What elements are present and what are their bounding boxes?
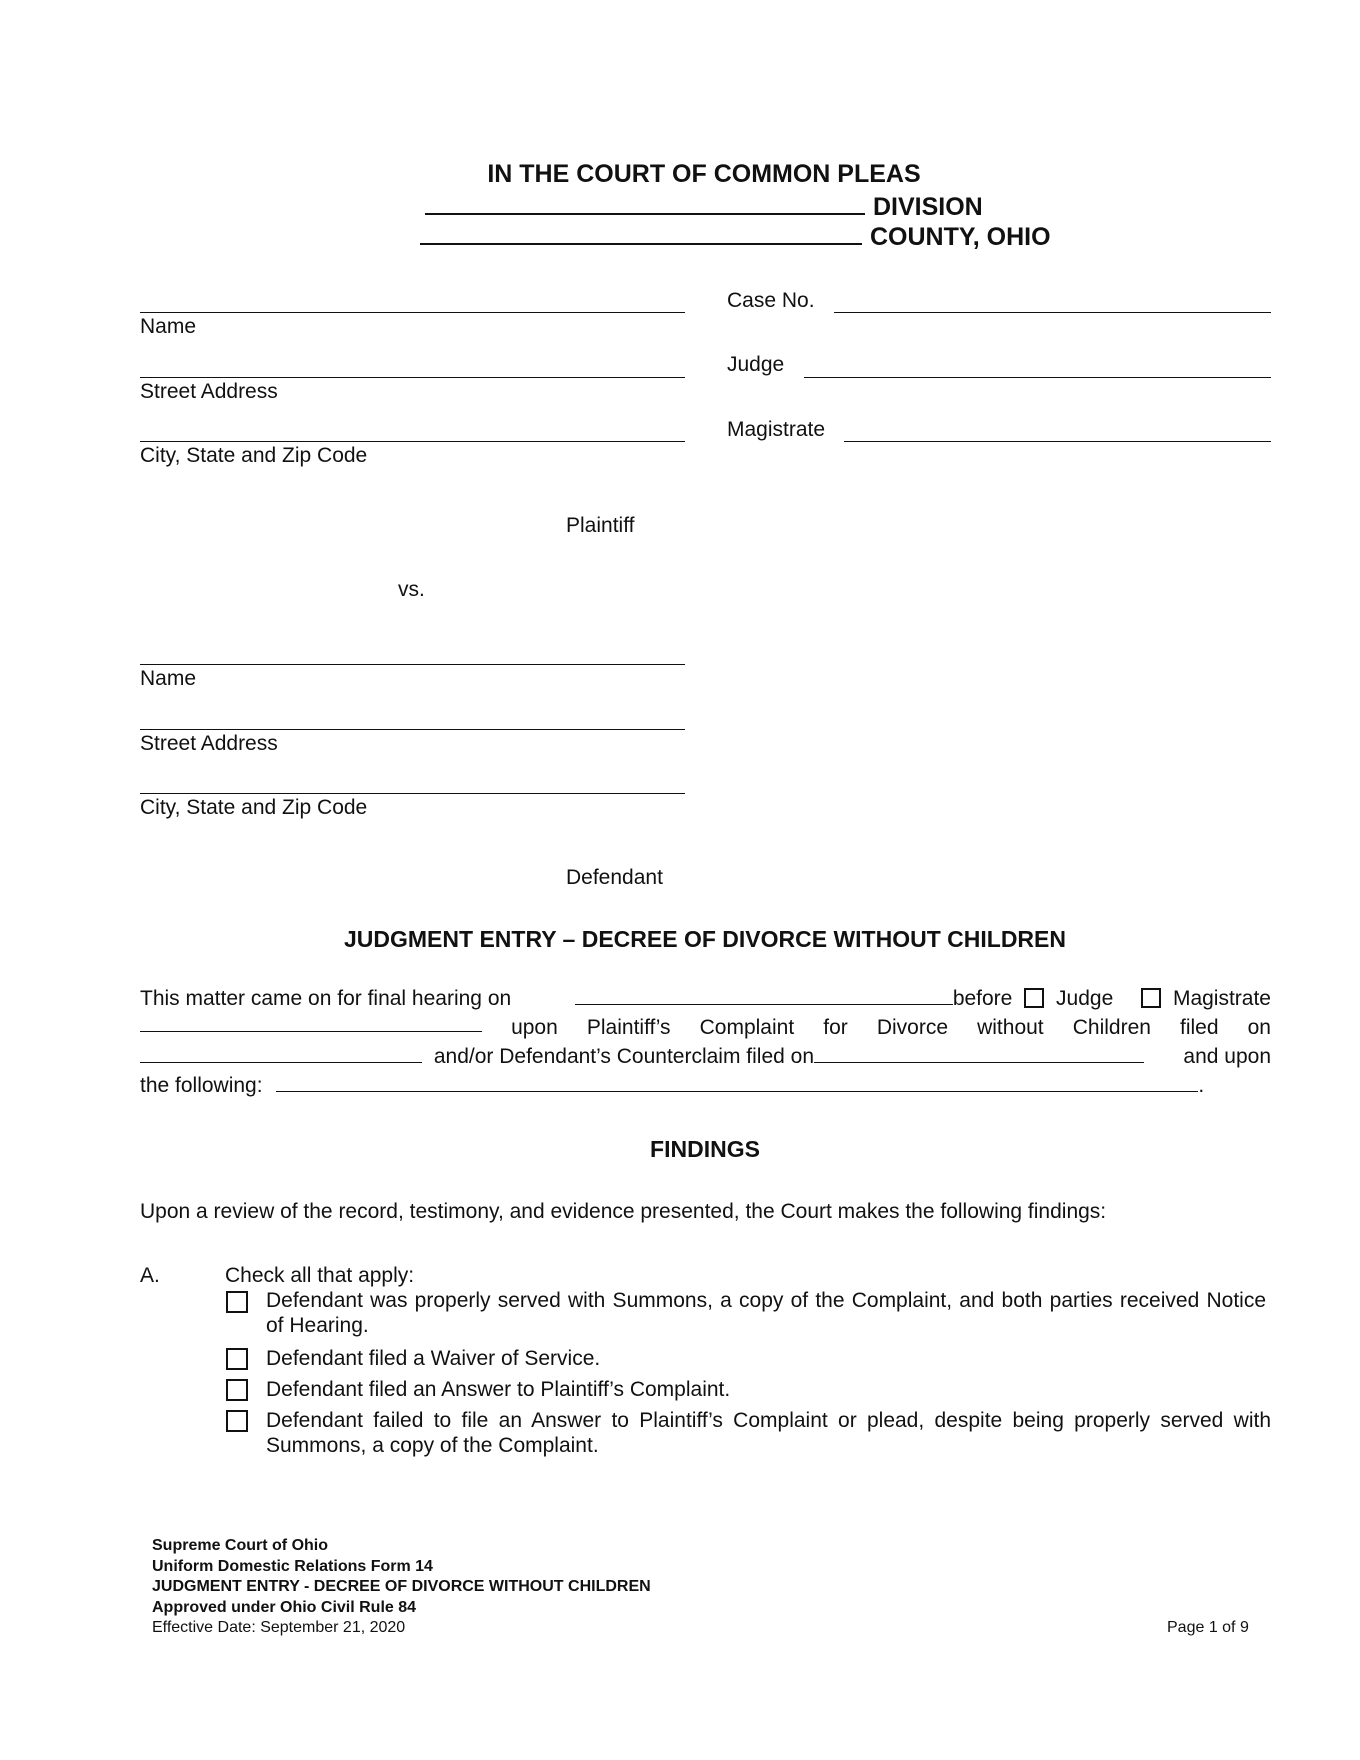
finding-checkbox-2[interactable] (226, 1348, 248, 1370)
hearing-word: Children (1072, 1016, 1151, 1039)
finding-a-letter: A. (140, 1264, 160, 1287)
footer-approval: Approved under Ohio Civil Rule 84 (152, 1598, 417, 1616)
judge-checkbox[interactable] (1024, 988, 1044, 1008)
complaint-date-blank[interactable] (140, 1044, 422, 1063)
case-no-label: Case No. (727, 289, 815, 312)
magistrate-option-label: Magistrate (1172, 987, 1271, 1010)
magistrate-checkbox[interactable] (1141, 988, 1161, 1008)
finding-checkbox-1[interactable] (226, 1291, 248, 1313)
findings-heading: FINDINGS (650, 1136, 760, 1162)
division-label: DIVISION (873, 193, 983, 221)
division-line (425, 189, 983, 222)
page-number: Page 1 of 9 (1167, 1619, 1249, 1636)
magistrate-line[interactable] (844, 441, 1271, 442)
county-label: COUNTY, OHIO (870, 223, 1051, 251)
hearing-word: Divorce (876, 1016, 949, 1039)
following-blank[interactable] (276, 1073, 1198, 1092)
defendant-city-line[interactable] (140, 793, 685, 794)
defendant-street-line[interactable] (140, 729, 685, 730)
hearing-text-before: before (952, 987, 1013, 1010)
finding-item-3: Defendant filed an Answer to Plaintiff’s Complaint. (266, 1378, 731, 1401)
court-title: IN THE COURT OF COMMON PLEAS (487, 160, 921, 188)
hearing-word: upon (511, 1016, 558, 1039)
hearing-text-and-upon: and upon (1183, 1045, 1271, 1068)
county-line (420, 219, 1051, 252)
plaintiff-city-line[interactable] (140, 441, 685, 442)
defendant-role-label: Defendant (566, 866, 663, 889)
hearing-word: on (1247, 1016, 1271, 1039)
hearing-line-3 (140, 1042, 1271, 1071)
hearing-word: Plaintiff’s (586, 1016, 671, 1039)
hearing-word: without (977, 1016, 1044, 1039)
finding-checkbox-4[interactable] (226, 1410, 248, 1432)
hearing-line-1-right (575, 984, 1271, 1013)
hearing-text-period: . (1198, 1074, 1205, 1097)
hearing-paragraph (140, 984, 1271, 1100)
footer-form-number: Uniform Domestic Relations Form 14 (152, 1557, 433, 1575)
form-footer (152, 1536, 651, 1639)
defendant-street-label: Street Address (140, 732, 278, 755)
finding-a-instruction: Check all that apply: (225, 1264, 415, 1287)
hearing-text-counterclaim: and/or Defendant’s Counterclaim filed on (433, 1045, 815, 1068)
hearing-text-following: the following: (140, 1074, 263, 1097)
judge-name-blank[interactable] (140, 1013, 482, 1032)
footer-court: Supreme Court of Ohio (152, 1537, 328, 1554)
hearing-line-1 (140, 984, 1271, 1013)
hearing-line-4 (140, 1071, 1271, 1100)
hearing-date-blank[interactable] (575, 986, 953, 1005)
county-blank[interactable] (420, 219, 862, 245)
judge-option-label: Judge (1056, 987, 1114, 1010)
plaintiff-city-label: City, State and Zip Code (140, 444, 368, 467)
magistrate-label: Magistrate (727, 418, 826, 441)
hearing-word: filed (1180, 1016, 1219, 1039)
findings-intro: Upon a review of the record, testimony, and evidence presented, the Court makes the following findings: (140, 1200, 1107, 1223)
defendant-city-label: City, State and Zip Code (140, 796, 368, 819)
footer-effective-date: Effective Date: September 21, 2020 (152, 1619, 406, 1636)
plaintiff-street-line[interactable] (140, 377, 685, 378)
plaintiff-street-label: Street Address (140, 380, 278, 403)
plaintiff-name-line[interactable] (140, 312, 685, 313)
defendant-name-line[interactable] (140, 664, 685, 665)
finding-item-1: Defendant was properly served with Summons, a copy of the Complaint, and both parties received Notice of Hearing. (266, 1289, 1266, 1337)
counterclaim-date-blank[interactable] (814, 1044, 1144, 1063)
division-blank[interactable] (425, 189, 865, 215)
finding-checkbox-3[interactable] (226, 1379, 248, 1401)
plaintiff-name-label: Name (140, 315, 197, 338)
hearing-text-a: This matter came on for final hearing on (140, 987, 512, 1010)
case-no-line[interactable] (834, 312, 1271, 313)
footer-form-title: JUDGMENT ENTRY - DECREE OF DIVORCE WITHOUT CHILDREN (152, 1578, 651, 1595)
finding-item-4: Defendant failed to file an Answer to Plaintiff’s Complaint or plead, despite being properly served with Summons, a copy of the Complaint. (266, 1409, 1271, 1457)
judge-line[interactable] (804, 377, 1271, 378)
hearing-word: for (823, 1016, 848, 1039)
versus-label: vs. (398, 578, 425, 601)
hearing-line-3-left (140, 1042, 1144, 1071)
judge-label: Judge (727, 353, 785, 376)
defendant-name-label: Name (140, 667, 197, 690)
document-title: JUDGMENT ENTRY – DECREE OF DIVORCE WITHOUT CHILDREN (344, 926, 1066, 952)
finding-item-2: Defendant filed a Waiver of Service. (266, 1347, 601, 1370)
hearing-word: Complaint (699, 1016, 795, 1039)
plaintiff-role-label: Plaintiff (566, 514, 635, 537)
hearing-line-2 (140, 1013, 1271, 1042)
